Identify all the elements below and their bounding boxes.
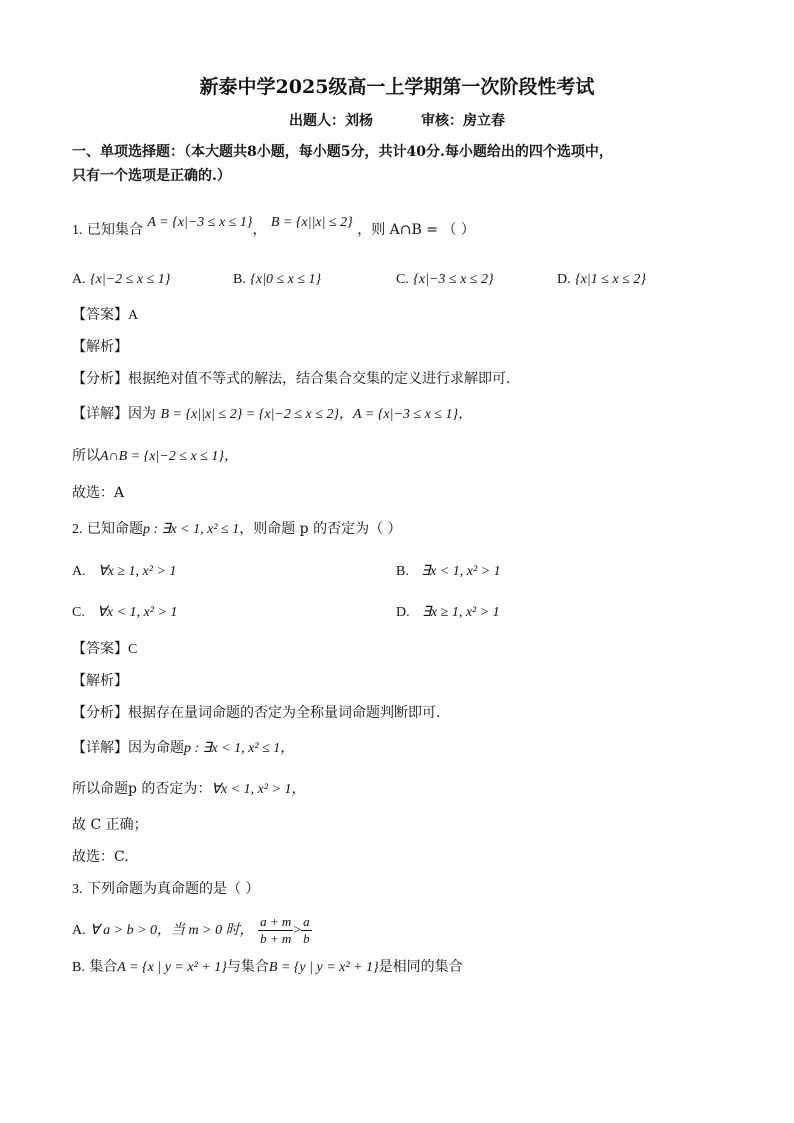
q2-option-d-text: ∃x ≥ 1, x² > 1 (422, 605, 500, 620)
q3-frac-2 (301, 914, 312, 947)
q2-stem-pre: 已知命题 (86, 521, 143, 537)
q3-option-a-pre: ∀ a > b > 0，当 m > 0 时， (90, 923, 254, 938)
detail-tag: 【详解】 (72, 740, 128, 756)
q3-stem-text: 下列命题为真命题的是（ ） (86, 881, 260, 897)
q2-detail-math: p : ∃x < 1, x² ≤ 1， (184, 741, 295, 756)
q1-set-a: A = {x|−3 ≤ x ≤ 1} (147, 215, 253, 230)
q1-so-pre: 所以 (72, 448, 100, 464)
q1-so-math: A∩B = {x|−2 ≤ x ≤ 1}， (100, 449, 238, 464)
q1-option-d-label: D. (557, 272, 571, 287)
q1-detail-math: B = {x||x| ≤ 2} = {x|−2 ≤ x ≤ 2}，A = {x|−3 ≤ x ≤ 1}， (160, 407, 473, 422)
q2-detail (72, 739, 294, 758)
q1-stem-post: ，则 A∩B = （ ） (357, 222, 475, 238)
answer-tag: 【答案】 (72, 307, 128, 323)
fenxi-tag: 【分析】 (72, 371, 128, 387)
q3-option-b (72, 958, 463, 977)
q1-detail (72, 405, 472, 424)
answer-tag: 【答案】 (72, 641, 128, 657)
q1-stem: 1. 已知集合 A = {x|−3 ≤ x ≤ 1}， B = {x||x| ≤ 2} ，则 A∩B = （ ） (72, 215, 475, 238)
q2-fenxi-text: 根据存在量词命题的否定为全称量词命题判断即可. (128, 705, 441, 721)
author-label: 出题人：刘杨 (289, 113, 373, 129)
q2-option-c (72, 603, 177, 622)
q1-option-b-label: B. (233, 272, 246, 287)
q2-option-b-label: B. (396, 564, 409, 579)
q2-number: 2. (72, 522, 83, 537)
q3-option-a-label: A. (72, 923, 86, 938)
q2-option-c-text: ∀x < 1, x² > 1 (97, 605, 178, 620)
q3-option-b-set-b: B = {y | y = x² + 1} (268, 960, 379, 975)
q1-option-d-text: {x|1 ≤ x ≤ 2} (575, 272, 646, 287)
q2-option-b (396, 562, 501, 581)
q3-frac-1-den: b + m (260, 930, 292, 946)
q2-so-mid: p 的否定为： (128, 781, 212, 797)
q3-option-b-post: 是相同的集合 (378, 959, 463, 975)
q1-option-c-text: {x|−3 ≤ x ≤ 2} (413, 272, 494, 287)
section-heading-line1: 一、单项选择题：（本大题共8小题，每小题5分，共计40分.每小题给出的四个选项中， (72, 144, 613, 160)
q2-option-a-text: ∀x ≥ 1, x² > 1 (98, 564, 177, 579)
q1-analysis-tag: 【解析】 (72, 339, 128, 355)
q1-option-b-text: {x|0 ≤ x ≤ 1} (250, 272, 322, 287)
q2-option-d-label: D. (396, 605, 410, 620)
q1-option-d (557, 270, 646, 289)
q3-option-a (72, 910, 312, 951)
q1-so (72, 447, 238, 466)
q1-option-c-label: C. (396, 272, 409, 287)
q2-conclude: 故 C 正确； (72, 817, 148, 833)
q1-stem-pre: 已知集合 (86, 222, 143, 238)
q1-answer (72, 306, 138, 325)
q3-frac-2-num: a (303, 913, 310, 929)
q1-option-a-label: A. (72, 272, 86, 287)
q1-choose: 故选：A (72, 485, 125, 501)
q1-fenxi-text: 根据绝对值不等式的解法，结合集合交集的定义进行求解即可. (128, 371, 511, 387)
q2-so-pre: 所以命题 (72, 781, 128, 797)
q1-answer-value: A (128, 308, 139, 323)
q2-fenxi (72, 704, 440, 722)
q1-option-b (233, 270, 321, 289)
exam-title: 新泰中学2025级高一上学期第一次阶段性考试 (199, 76, 595, 98)
exam-subtitle (0, 110, 794, 130)
q2-stem-math: p : ∃x < 1, x² ≤ 1 (142, 522, 240, 537)
q1-detail-pre: 因为 (128, 406, 156, 422)
q1-set-b: B = {x||x| ≤ 2} (270, 215, 353, 230)
q1-option-a-text: {x|−2 ≤ x ≤ 1} (90, 272, 171, 287)
fenxi-tag: 【分析】 (72, 705, 128, 721)
q3-frac-1 (258, 914, 293, 947)
q3-gt-sign: > (293, 923, 302, 938)
q2-so (72, 780, 306, 799)
detail-tag: 【详解】 (72, 406, 128, 422)
section-heading-line2: 只有一个选项是正确的.） (72, 168, 231, 184)
q2-analysis-tag: 【解析】 (72, 673, 128, 689)
q2-answer (72, 640, 137, 659)
q3-number: 3. (72, 882, 83, 897)
q1-option-a (72, 270, 170, 289)
q2-stem (72, 520, 402, 539)
q2-option-d (396, 603, 500, 622)
q2-option-b-text: ∃x < 1, x² > 1 (421, 564, 501, 579)
q3-stem (72, 880, 259, 899)
q2-option-c-label: C. (72, 605, 85, 620)
q2-option-a (72, 562, 176, 581)
q1-option-c (396, 270, 494, 289)
reviewer-label: 审核：房立春 (421, 113, 505, 129)
q2-so-math: ∀x < 1, x² > 1， (211, 782, 306, 797)
q2-choose: 故选：C. (72, 849, 129, 865)
q1-number: 1. (72, 223, 83, 238)
q3-frac-1-num: a + m (260, 913, 292, 929)
q1-fenxi (72, 370, 510, 388)
q3-frac-2-den: b (303, 930, 310, 946)
q2-answer-value: C (128, 642, 138, 657)
q3-option-b-pre: 集合 (89, 959, 118, 975)
q2-option-a-label: A. (72, 564, 86, 579)
q3-option-b-label: B. (72, 960, 85, 975)
q2-detail-pre: 因为命题 (128, 740, 184, 756)
section-heading (72, 140, 722, 188)
q3-option-b-mid: 与集合 (226, 959, 269, 975)
q2-stem-post: ，则命题 p 的否定为（ ） (239, 521, 402, 537)
q3-option-b-set-a: A = {x | y = x² + 1} (117, 960, 227, 975)
